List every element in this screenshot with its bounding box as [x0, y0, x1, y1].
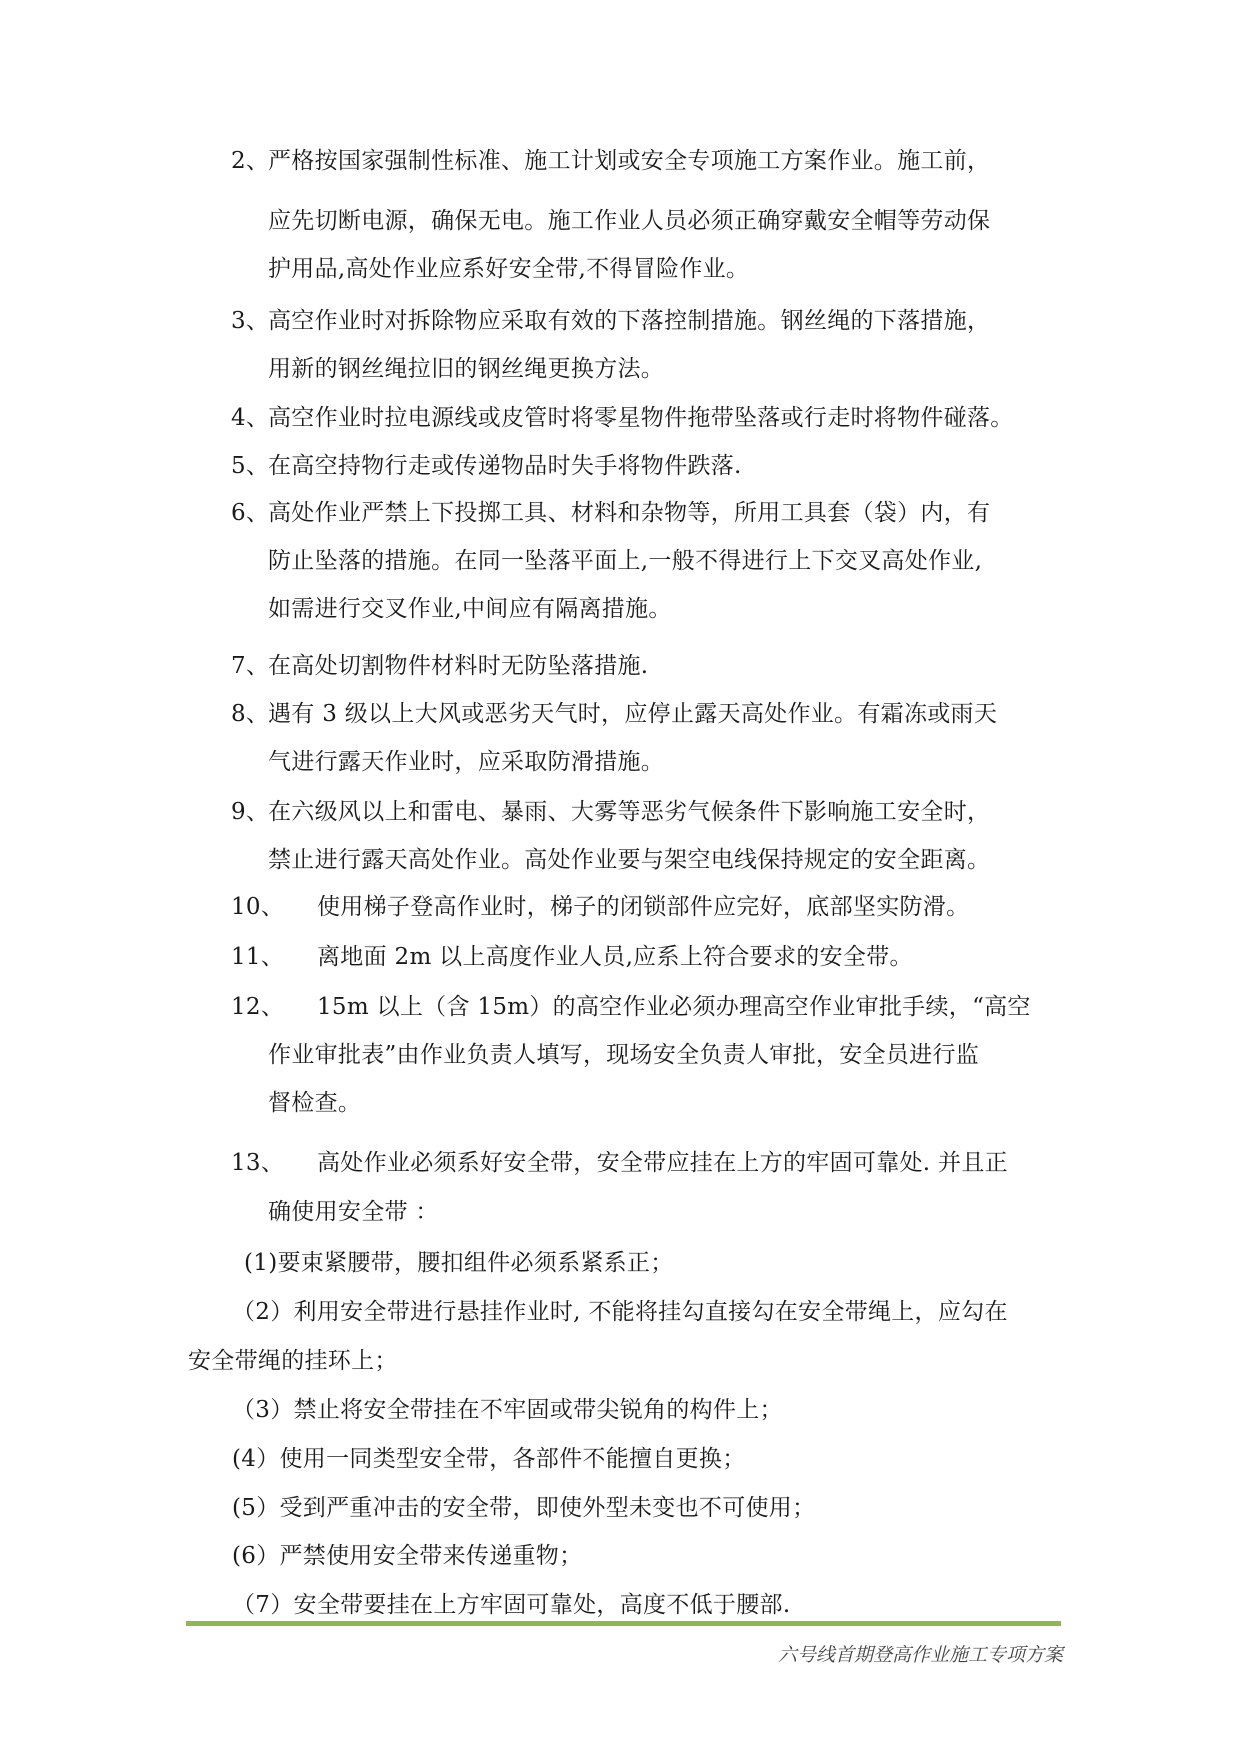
sub-item: （7）安全带要挂在上方牢固可靠处，高度不低于腰部. [232, 1592, 791, 1618]
list-item-number: 6、 [231, 500, 270, 526]
list-item-number: 11、 [231, 944, 285, 970]
list-item-number: 13、 [231, 1150, 285, 1176]
list-item-text: 离地面 2m 以上高度作业人员,应系上符合要求的安全带。 [317, 944, 913, 970]
list-item-text: 高空作业时对拆除物应采取有效的下落控制措施。钢丝绳的下落措施， [268, 308, 991, 334]
sub-item: (1)要束紧腰带，腰扣组件必须系紧系正； [244, 1250, 674, 1276]
footer-divider [186, 1621, 1061, 1626]
list-item-text: 高空作业时拉电源线或皮管时将零星物件拖带坠落或行走时将物件碰落。 [268, 405, 1014, 431]
list-item-text: 使用梯子登高作业时，梯子的闭锁部件应完好，底部坚实防滑。 [317, 894, 970, 920]
list-item-number: 2、 [231, 148, 270, 174]
list-item-text: 高处作业严禁上下投掷工具、材料和杂物等，所用工具套（袋）内，有 [268, 500, 991, 526]
list-item-text: 确使用安全带 ： [268, 1199, 439, 1225]
list-item-text: 作业审批表”由作业负责人填写，现场安全负责人审批，安全员进行监 [268, 1042, 980, 1068]
list-item-text: 在高处切割物件材料时无防坠落措施. [268, 653, 649, 679]
sub-item: （3）禁止将安全带挂在不牢固或带尖锐角的构件上； [232, 1397, 783, 1423]
sub-item: （2）利用安全带进行悬挂作业时, 不能将挂勾直接勾在安全带绳上，应勾在 [232, 1299, 1008, 1325]
list-item-number: 9、 [231, 799, 270, 825]
list-item-text: 严格按国家强制性标准、施工计划或安全专项施工方案作业。施工前， [268, 148, 991, 174]
sub-item: 安全带绳的挂环上； [188, 1348, 398, 1374]
list-item-text: 督检查。 [268, 1090, 362, 1116]
list-item-text: 在高空持物行走或传递物品时失手将物件跌落. [268, 453, 742, 479]
list-item-text: 高处作业必须系好安全带，安全带应挂在上方的牢固可靠处. 并且正 [317, 1150, 1008, 1176]
list-item-number: 10、 [231, 894, 285, 920]
list-item-number: 5、 [231, 453, 270, 479]
list-item-text: 气进行露天作业时，应采取防滑措施。 [268, 749, 665, 775]
list-item-text: 如需进行交叉作业,中间应有隔离措施。 [268, 596, 672, 622]
sub-item: (4）使用一同类型安全带，各部件不能擅自更换； [232, 1446, 746, 1472]
list-item-number: 3、 [231, 308, 270, 334]
list-item-text: 15m 以上（含 15m）的高空作业必须办理高空作业审批手续，“高空 [317, 994, 1031, 1020]
list-item-text: 防止坠落的措施。在同一坠落平面上,一般不得进行上下交叉高处作业, [268, 548, 983, 574]
list-item-text: 遇有 3 级以上大风或恶劣天气时，应停止露天高处作业。有霜冻或雨天 [268, 701, 998, 727]
list-item-text: 禁止进行露天高处作业。高处作业要与架空电线保持规定的安全距离。 [268, 847, 991, 873]
footer-title: 六号线首期登高作业施工专项方案 [777, 1644, 1063, 1666]
list-item-text: 在六级风以上和雷电、暴雨、大雾等恶劣气候条件下影响施工安全时， [268, 799, 991, 825]
list-item-number: 8、 [231, 701, 270, 727]
list-item-text: 应先切断电源，确保无电。施工作业人员必须正确穿戴安全帽等劳动保 [268, 208, 991, 234]
list-item-number: 4、 [231, 405, 270, 431]
list-item-number: 12、 [231, 994, 285, 1020]
sub-item: (6）严禁使用安全带来传递重物； [232, 1543, 583, 1569]
list-item-number: 7、 [231, 653, 270, 679]
list-item-text: 用新的钢丝绳拉旧的钢丝绳更换方法。 [268, 356, 665, 382]
list-item-text: 护用品,高处作业应系好安全带,不得冒险作业。 [268, 256, 750, 282]
sub-item: (5）受到严重冲击的安全带，即使外型未变也不可使用； [232, 1495, 816, 1521]
